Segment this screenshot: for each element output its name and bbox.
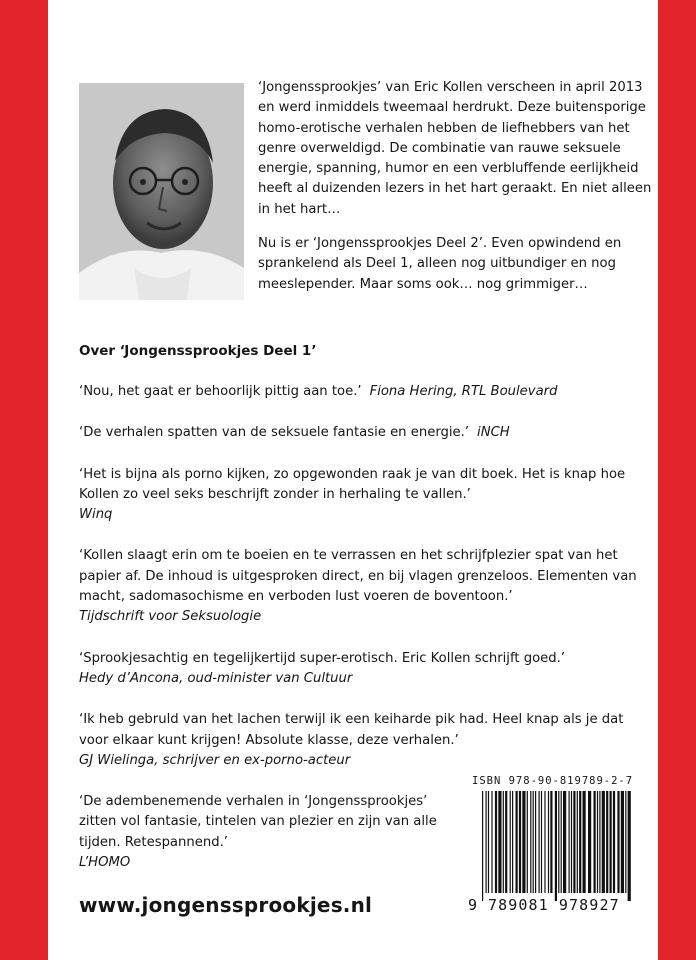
review-item <box>79 710 649 771</box>
barcode-bar <box>516 791 518 893</box>
barcode-bar <box>602 791 605 893</box>
review-quote: ‘Het is bijna als porno kijken, zo opgewonden raak je van dit boek. Het is knap hoe Kollen zo veel seks beschrijft zonder in herhaling te vallen.’ <box>79 466 626 502</box>
review-quote: ‘De verhalen spatten van de seksuele fantasie en energie.’ <box>79 425 470 441</box>
barcode-bar <box>539 791 540 893</box>
review-source: L’HOMO <box>79 855 131 871</box>
review-item <box>79 792 449 873</box>
barcode-bar <box>583 791 586 893</box>
barcode-bar <box>573 791 575 893</box>
barcode-bar <box>544 791 545 893</box>
review-source: iNCH <box>477 425 510 441</box>
barcode-bar <box>617 791 619 893</box>
barcode-bar <box>569 791 570 893</box>
barcode-bar <box>621 791 624 893</box>
barcode-bar <box>491 791 492 893</box>
barcode-bar <box>530 791 531 893</box>
barcode-bar <box>561 791 562 893</box>
barcode-bar <box>588 791 591 893</box>
reviews-heading: Over ‘Jongenssprookjes Deel 1’ <box>79 343 317 359</box>
barcode-bar <box>613 791 615 893</box>
barcode-bar <box>505 791 507 893</box>
book-blurb <box>258 78 658 309</box>
barcode-bar <box>486 791 487 893</box>
review-quote: ‘Sprookjesachtig en tegelijkertijd super-erotisch. Eric Kollen schrijft goed.’ <box>79 650 566 666</box>
barcode-bar <box>482 791 483 901</box>
barcode-bar <box>550 791 552 893</box>
review-quote: ‘Kollen slaagt erin om te boeien en te verrassen en het schrijfplezier spat van het papier af. De inhoud is uitgesproken direct, en bij vlagen grenzeloos. Elementen van macht, sadomasochisme en verboden lust voeren de boventoon.’ <box>79 548 637 605</box>
barcode-bar <box>606 791 608 893</box>
barcode-bar <box>599 791 600 893</box>
barcode-bar <box>594 791 596 893</box>
barcode-bar <box>541 791 542 893</box>
barcode-bar <box>495 791 497 893</box>
barcode-bar <box>503 791 504 893</box>
barcode-bar <box>533 791 534 893</box>
barcode-bar <box>555 791 557 901</box>
back-cover <box>48 0 658 960</box>
barcode-bar <box>498 791 501 893</box>
review-source: Fiona Hering, RTL Boulevard <box>369 384 558 399</box>
review-source: GJ Wielinga, schrijver en ex-porno-acteur <box>79 752 351 768</box>
blurb-paragraph: Nu is er ‘Jongenssprookjes Deel 2’. Even opwindend en sprankelend als Deel 1, alleen nog uitbundiger en nog meeslepender. Maar soms ook… nog grimmiger… <box>258 236 622 292</box>
author-photo-image <box>79 83 244 300</box>
review-item <box>79 649 649 690</box>
barcode-bar <box>577 791 578 893</box>
review-source: Tijdschrift voor Seksuologie <box>79 609 262 625</box>
barcode-bar <box>628 791 631 901</box>
review-item <box>79 423 649 443</box>
barcode-bar <box>597 791 598 893</box>
barcode-bar <box>522 791 525 893</box>
review-quote: ‘Ik heb gebruld van het lachen terwijl ik een keiharde pik had. Heel knap als je dat voor elkaar kunt krijgen! Absolute klasse, deze verhalen.’ <box>79 712 624 748</box>
barcode-bar <box>610 791 612 893</box>
website-url[interactable]: www.jongenssprookjes.nl <box>79 893 373 917</box>
barcode-bar <box>579 791 581 893</box>
review-item <box>79 382 649 402</box>
barcode-bar <box>488 791 489 893</box>
barcode-bar <box>510 791 511 893</box>
barcode-bar <box>512 791 513 893</box>
barcode-bar <box>625 791 626 893</box>
review-quote: ‘De adembenemende verhalen in ‘Jongenssprookjes’ zitten vol fantasie, tintelen van plezier en zijn van alle tijden. Retespannend.’ <box>79 794 437 850</box>
barcode-digit-lead: 9 <box>468 896 478 914</box>
barcode-digits-rest: 789081 978927 <box>488 896 620 914</box>
review-source: Winq <box>79 507 113 523</box>
review-quote: ‘Nou, het gaat er behoorlijk pittig aan toe.’ <box>79 384 362 399</box>
barcode-bar <box>563 791 566 893</box>
barcode-bar <box>548 791 549 893</box>
review-item <box>79 546 649 627</box>
author-photo <box>79 83 244 300</box>
barcode-bar <box>571 791 572 893</box>
blurb-paragraph: ‘Jongenssprookjes’ van Eric Kollen verscheen in april 2013 en werd inmiddels tweemaal herdrukt. Deze buitensporige homo-erotische verhalen hebben de liefhebbers van het genre overweldigd. De combinatie van rauwe seksuele energie, spanning, humor en een verbluffende eerlijkheid heeft al duizenden lezers in het hart geraakt. En niet alleen in het hart… <box>258 80 652 217</box>
barcode-bar <box>535 791 536 893</box>
review-item <box>79 465 649 526</box>
barcode-bar <box>519 791 521 893</box>
barcode-image <box>468 791 646 903</box>
isbn-label: ISBN 978-90-819789-2-7 <box>472 775 634 787</box>
isbn-barcode-block <box>468 775 648 920</box>
barcode-bar <box>558 791 559 893</box>
barcode-bar <box>527 791 528 893</box>
review-source: Hedy d’Ancona, oud-minister van Cultuur <box>79 670 353 686</box>
